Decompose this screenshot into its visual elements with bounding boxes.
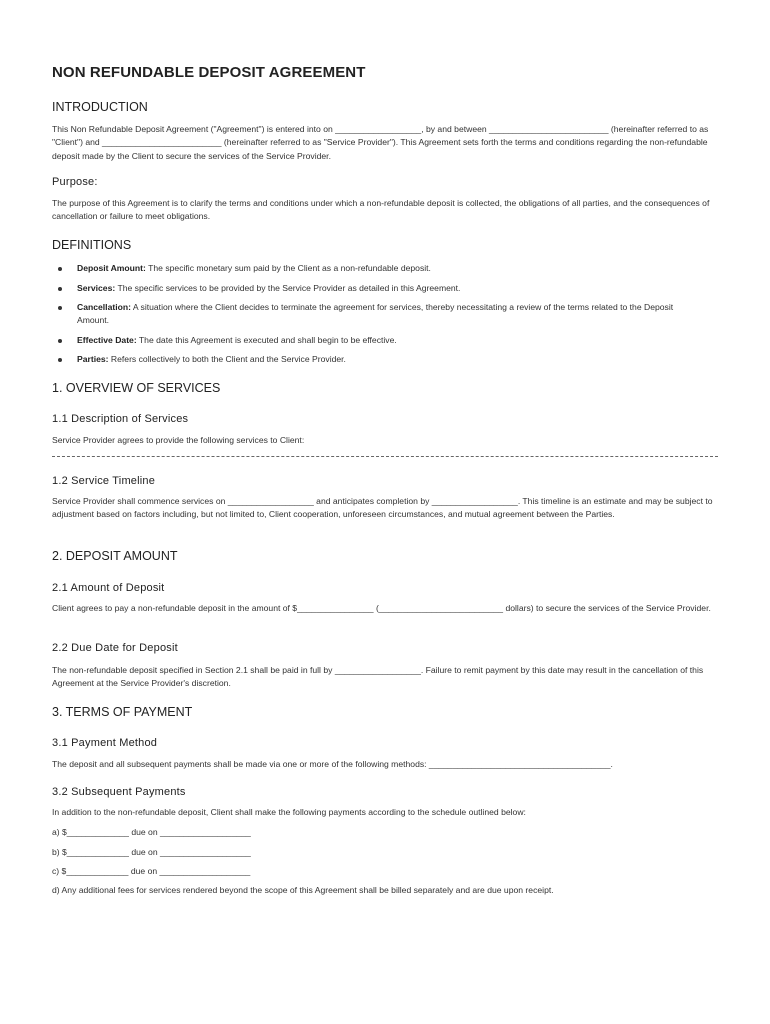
bullet-icon <box>58 339 62 343</box>
bullet-icon <box>58 306 62 310</box>
payment-line-d: d) Any additional fees for services rendered beyond the scope of this Agreement shall be billed separately and are due upon receipt. <box>52 885 554 895</box>
definition-item <box>52 353 720 366</box>
definition-item <box>52 334 720 347</box>
section-1-2-text: Service Provider shall commence services on __________________ and anticipates completion by __________________. This timeline is an estimate and may be subject to adjustment based on factors including, but not limited to, Client cooperation, unforeseen circumstances, and mutual agreement between the Parties. <box>52 496 713 520</box>
definitions-heading: DEFINITIONS <box>52 238 132 252</box>
bullet-icon <box>58 358 62 362</box>
definition-term: Parties: <box>77 354 109 364</box>
section-1-2-heading: 1.2 Service Timeline <box>52 475 156 487</box>
section-2-1-text: Client agrees to pay a non-refundable deposit in the amount of $________________ (__________________________ dollars) to secure the services of the Service Provider. <box>52 603 711 613</box>
section-3-2-heading: 3.2 Subsequent Payments <box>52 786 186 798</box>
section-3-heading: 3. TERMS OF PAYMENT <box>52 705 193 719</box>
section-3-2-text: In addition to the non-refundable deposit, Client shall make the following payments according to the schedule outlined below: <box>52 807 526 817</box>
section-2-2-text: The non-refundable deposit specified in Section 2.1 shall be paid in full by __________________. Failure to remit payment by this date may result in the cancellation of this Agreement at the Service Provider's discretion. <box>52 665 704 689</box>
section-1-1-text: Service Provider agrees to provide the following services to Client: <box>52 435 305 445</box>
bullet-icon <box>58 267 62 271</box>
definition-text: The specific monetary sum paid by the Client as a non-refundable deposit. <box>145 263 431 273</box>
section-2-1-heading: 2.1 Amount of Deposit <box>52 582 165 594</box>
definition-item <box>52 301 720 328</box>
services-blank-line <box>52 456 718 457</box>
definition-text: Refers collectively to both the Client and the Service Provider. <box>108 354 346 364</box>
section-2-2-heading: 2.2 Due Date for Deposit <box>52 642 178 654</box>
document-title: NON REFUNDABLE DEPOSIT AGREEMENT <box>52 64 366 81</box>
definition-item <box>52 262 720 275</box>
section-3-1-heading: 3.1 Payment Method <box>52 737 158 749</box>
introduction-text: This Non Refundable Deposit Agreement ("Agreement") is entered into on __________________, by and between _________________________ (hereinafter referred to as "Client") and _________________________ (hereinafter referred to as "Service Provider"). This Agreement sets forth the terms and conditions regarding the non-refundable deposit made by the Client to secure the services of the Service Provider. <box>52 124 709 161</box>
definition-item <box>52 282 720 295</box>
definition-term: Services: <box>77 283 116 293</box>
payment-line-b: b) $_____________ due on ___________________ <box>52 847 251 857</box>
section-1-1-heading: 1.1 Description of Services <box>52 413 189 425</box>
definition-text: The specific services to be provided by the Service Provider as detailed in this Agreement. <box>115 283 461 293</box>
definition-term: Deposit Amount: <box>77 263 146 273</box>
definition-term: Cancellation: <box>77 302 131 312</box>
payment-line-c: c) $_____________ due on ___________________ <box>52 866 251 876</box>
payment-line-a: a) $_____________ due on ___________________ <box>52 827 251 837</box>
definition-term: Effective Date: <box>77 335 137 345</box>
definition-text: The date this Agreement is executed and shall begin to be effective. <box>136 335 397 345</box>
section-3-1-text: The deposit and all subsequent payments shall be made via one or more of the following methods: ______________________________________. <box>52 759 613 769</box>
introduction-heading: INTRODUCTION <box>52 100 148 114</box>
bullet-icon <box>58 287 62 291</box>
definition-text: A situation where the Client decides to terminate the agreement for services, thereby necessitating a review of the terms related to the Deposit Amount. <box>77 302 674 326</box>
section-1-heading: 1. OVERVIEW OF SERVICES <box>52 381 221 395</box>
purpose-text: The purpose of this Agreement is to clarify the terms and conditions under which a non-refundable deposit is collected, the obligations of all parties, and the consequences of cancellation or failure to meet obligations. <box>52 198 710 222</box>
section-2-heading: 2. DEPOSIT AMOUNT <box>52 549 178 563</box>
purpose-heading: Purpose: <box>52 176 98 188</box>
